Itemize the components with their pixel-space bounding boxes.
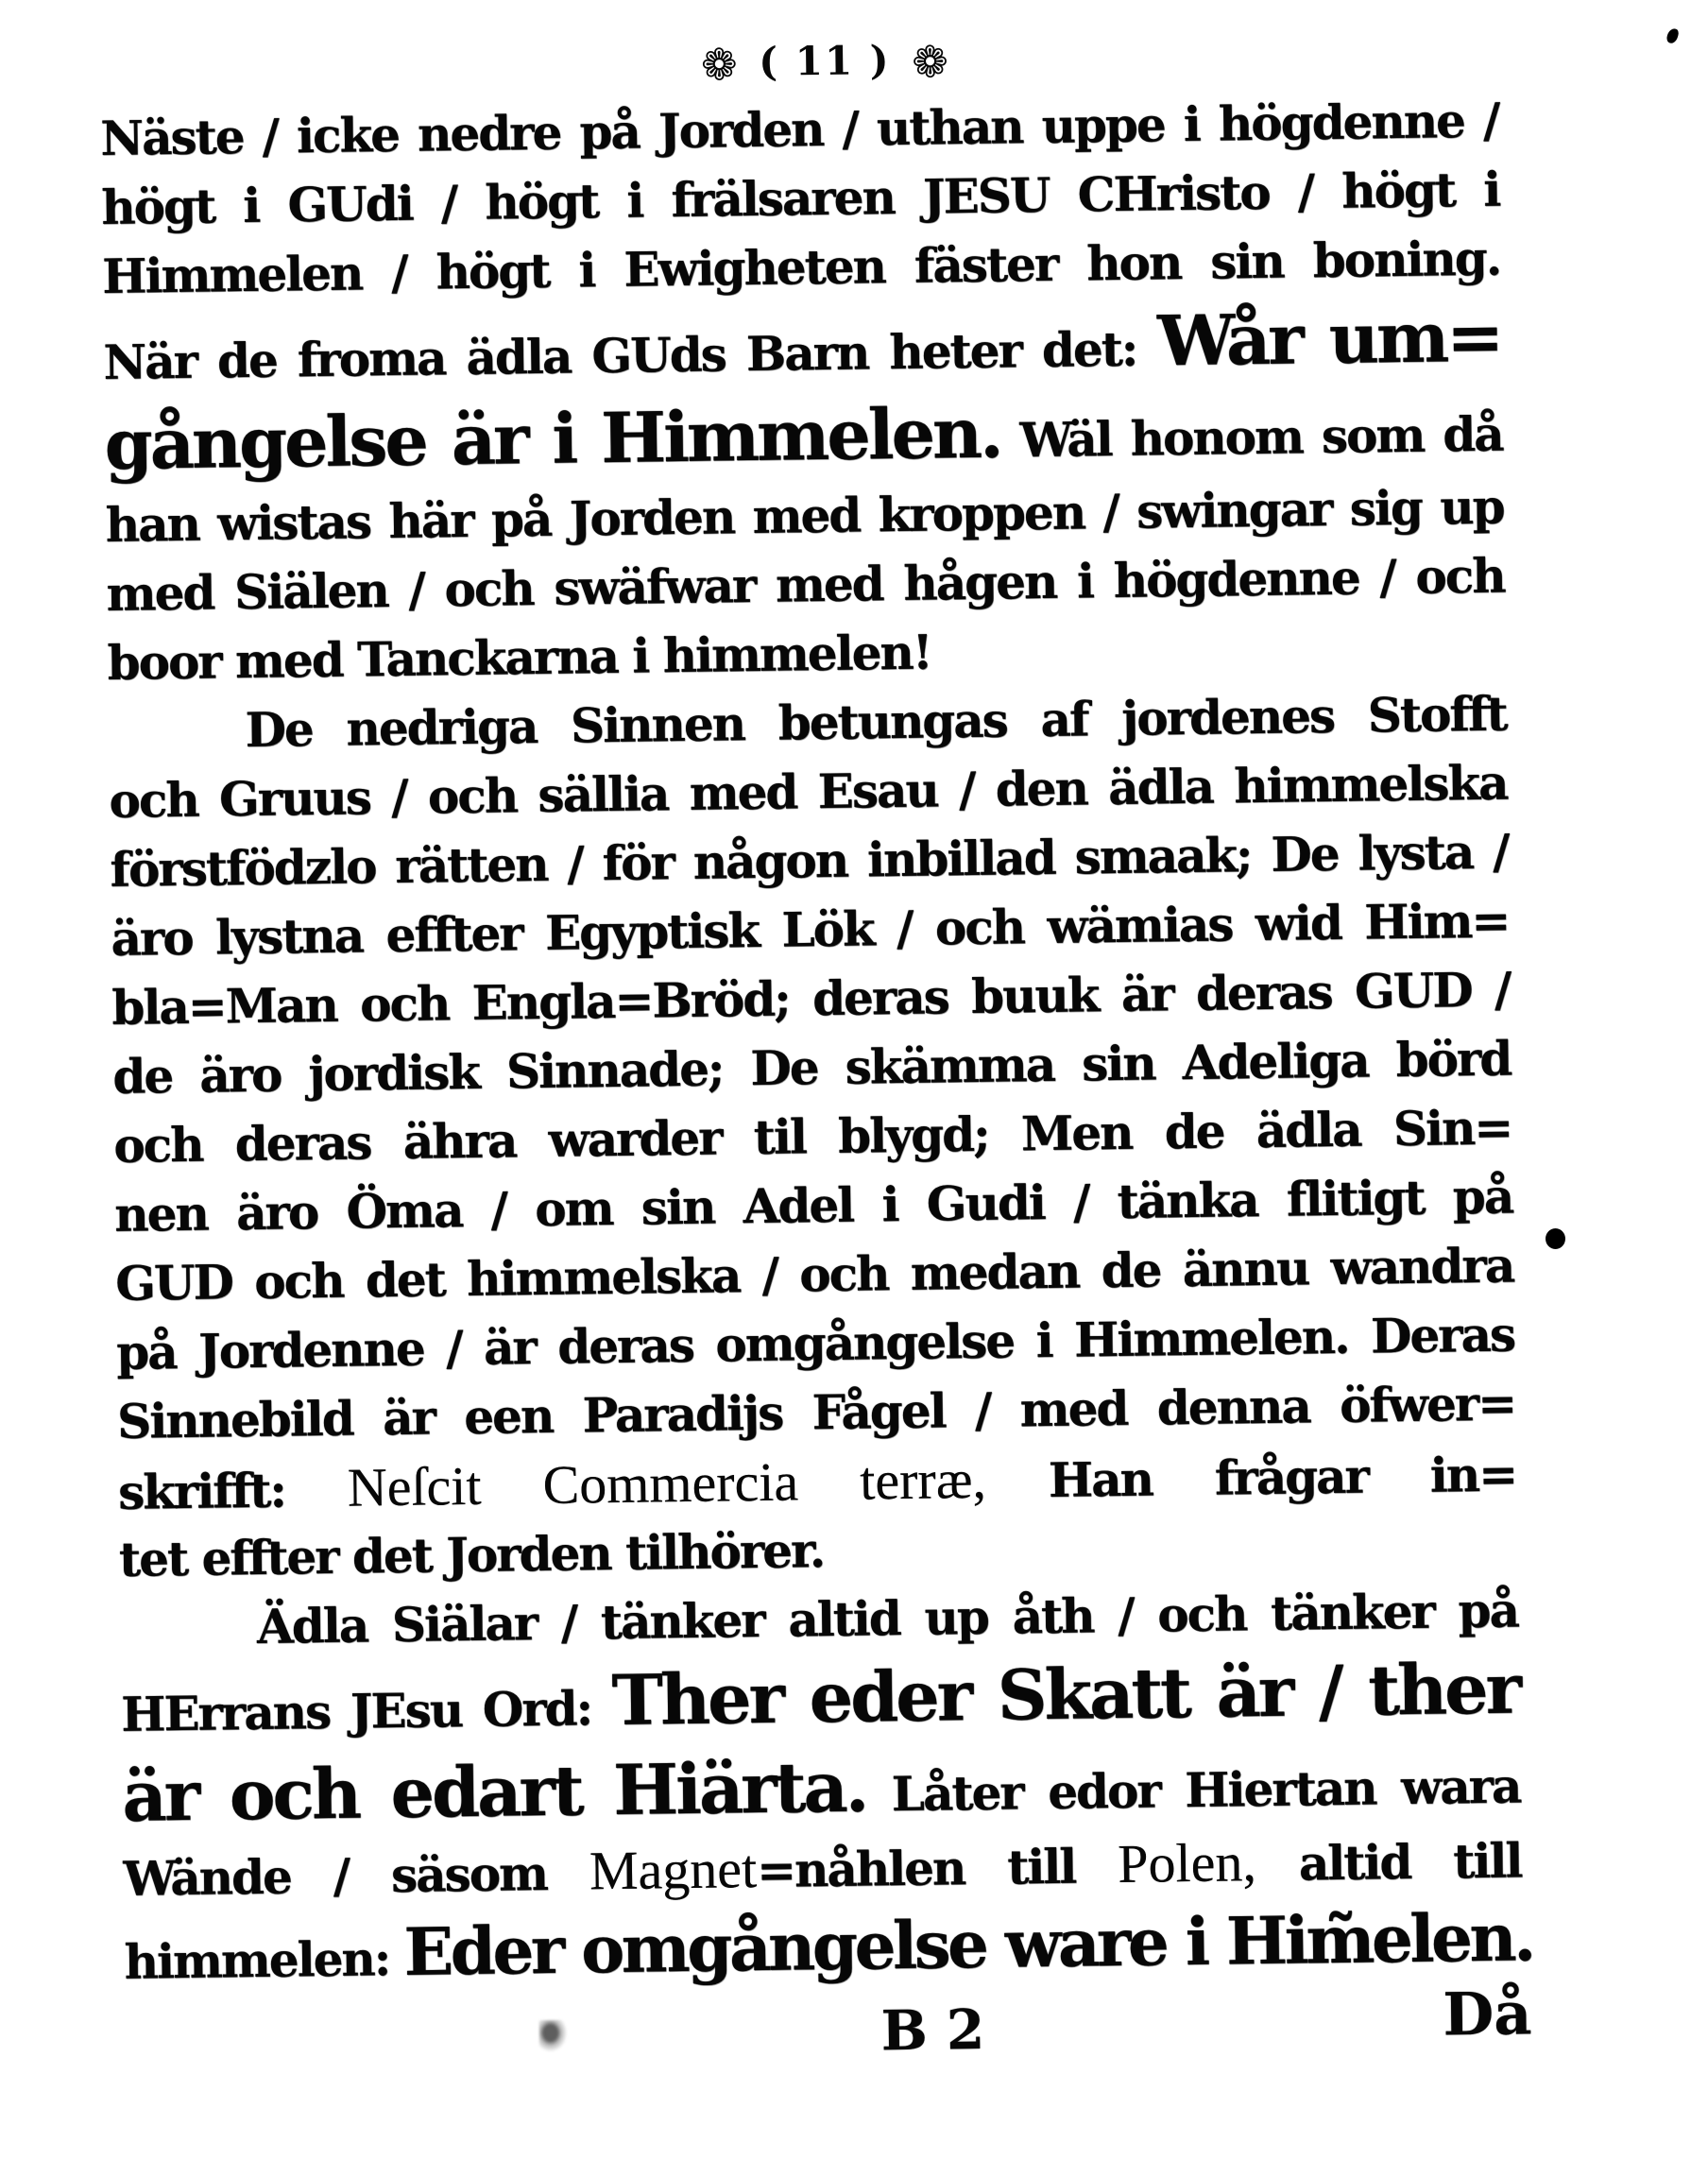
ink-smudge: [539, 2020, 568, 2052]
text-segment: =nåhlen till: [756, 1838, 1119, 1899]
text-segment: Låter edor Hiertan wara: [865, 1757, 1521, 1823]
text-segment: Polen,: [1117, 1831, 1257, 1895]
page-footer: [125, 1979, 1532, 2083]
text-segment: GUD och det himmelska / och medan de ännu wandra: [114, 1237, 1514, 1311]
text-segment: Ädla Siälar / tänker altid up åth / och tänker på: [256, 1582, 1519, 1654]
text-segment: han wistas här på Jorden med kroppen / swingar sig up: [105, 478, 1505, 553]
text-segment: Magnet: [589, 1838, 758, 1902]
text-segment: på Jordenne / är deras omgångelse i Himmelen. Deras: [115, 1306, 1515, 1380]
text-segment: himmelen:: [124, 1929, 405, 1990]
text-segment: Neſcit Commercia terræ,: [347, 1448, 987, 1518]
text-segment: Wår um=: [1156, 296, 1502, 383]
rosette-ornament-right-icon: ❁: [911, 36, 949, 88]
catchword: Då: [1443, 1979, 1532, 2049]
ink-dot: [1546, 1228, 1565, 1249]
text-segment: Ther eder Skatt är / ther: [611, 1648, 1520, 1742]
printed-text-block: [99, 20, 1534, 2084]
text-segment: boor med Tanckarna i himmelen!: [107, 624, 932, 691]
text-segment: Wände / säsom: [123, 1844, 590, 1907]
text-segment: äro lystna effter Egyptisk Lök / och wämias wid Him=: [111, 892, 1510, 967]
text-segment: Sinnebild är een Paradijs Fågel / med denna öfwer=: [116, 1375, 1516, 1449]
text-segment: Han frågar in=: [985, 1446, 1517, 1509]
text-segment: förstfödzlo rätten / för någon inbillad smaak; De lysta /: [110, 823, 1509, 898]
text-segment: Wäl honom som då: [1000, 405, 1503, 469]
text-segment: HErrans JEsu Ord:: [120, 1680, 613, 1742]
text-segment: skrifft:: [117, 1461, 349, 1520]
page-number: ( 11 ): [758, 37, 891, 85]
text-segment: När de froma ädla GUds Barn heter det:: [103, 320, 1158, 390]
text-segment: är och edart Hiärta.: [121, 1746, 867, 1838]
text-segment: Eder omgångelse ware i Him̃elen.: [403, 1899, 1534, 1991]
text-segment: och deras ähra warder til blygd; Men de ädla Sin=: [112, 1099, 1512, 1174]
text-segment: med Siälen / och swäfwar med hågen i högdenne / och: [106, 547, 1505, 622]
body-text: [100, 86, 1534, 2001]
text-segment: bla=Man och Engla=Bröd; deras buuk är deras GUD /: [111, 961, 1511, 1036]
text-segment: Näste / icke nedre på Jorden / uthan uppe i högdenne /: [100, 92, 1499, 166]
text-segment: de äro jordisk Sinnade; De skämma sin Adeliga börd: [112, 1030, 1512, 1105]
gathering-signature: B 2: [880, 1997, 985, 2064]
text-segment: altid till: [1255, 1832, 1522, 1893]
text-segment: högt i GUdi / högt i frälsaren JESU CHristo / högt i: [100, 161, 1500, 235]
text-segment: De nedriga Sinnen betungas af jordenes Stofft: [245, 685, 1507, 759]
text-line-26: [124, 1893, 1534, 2000]
ink-speck: [1665, 27, 1680, 45]
text-segment: gångelse är i Himmelen.: [104, 392, 1001, 486]
text-segment: tet effter det Jorden tilhörer.: [118, 1522, 825, 1587]
text-segment: och Gruus / och sällia med Esau / den ädla himmelska: [109, 754, 1508, 829]
text-segment: nen äro Öma / om sin Adel i Gudi / tänka flitigt på: [113, 1168, 1513, 1243]
text-segment: Himmelen / högt i Ewigheten fäster hon sin boning.: [101, 230, 1501, 304]
rosette-ornament-left-icon: ❁: [700, 39, 738, 91]
